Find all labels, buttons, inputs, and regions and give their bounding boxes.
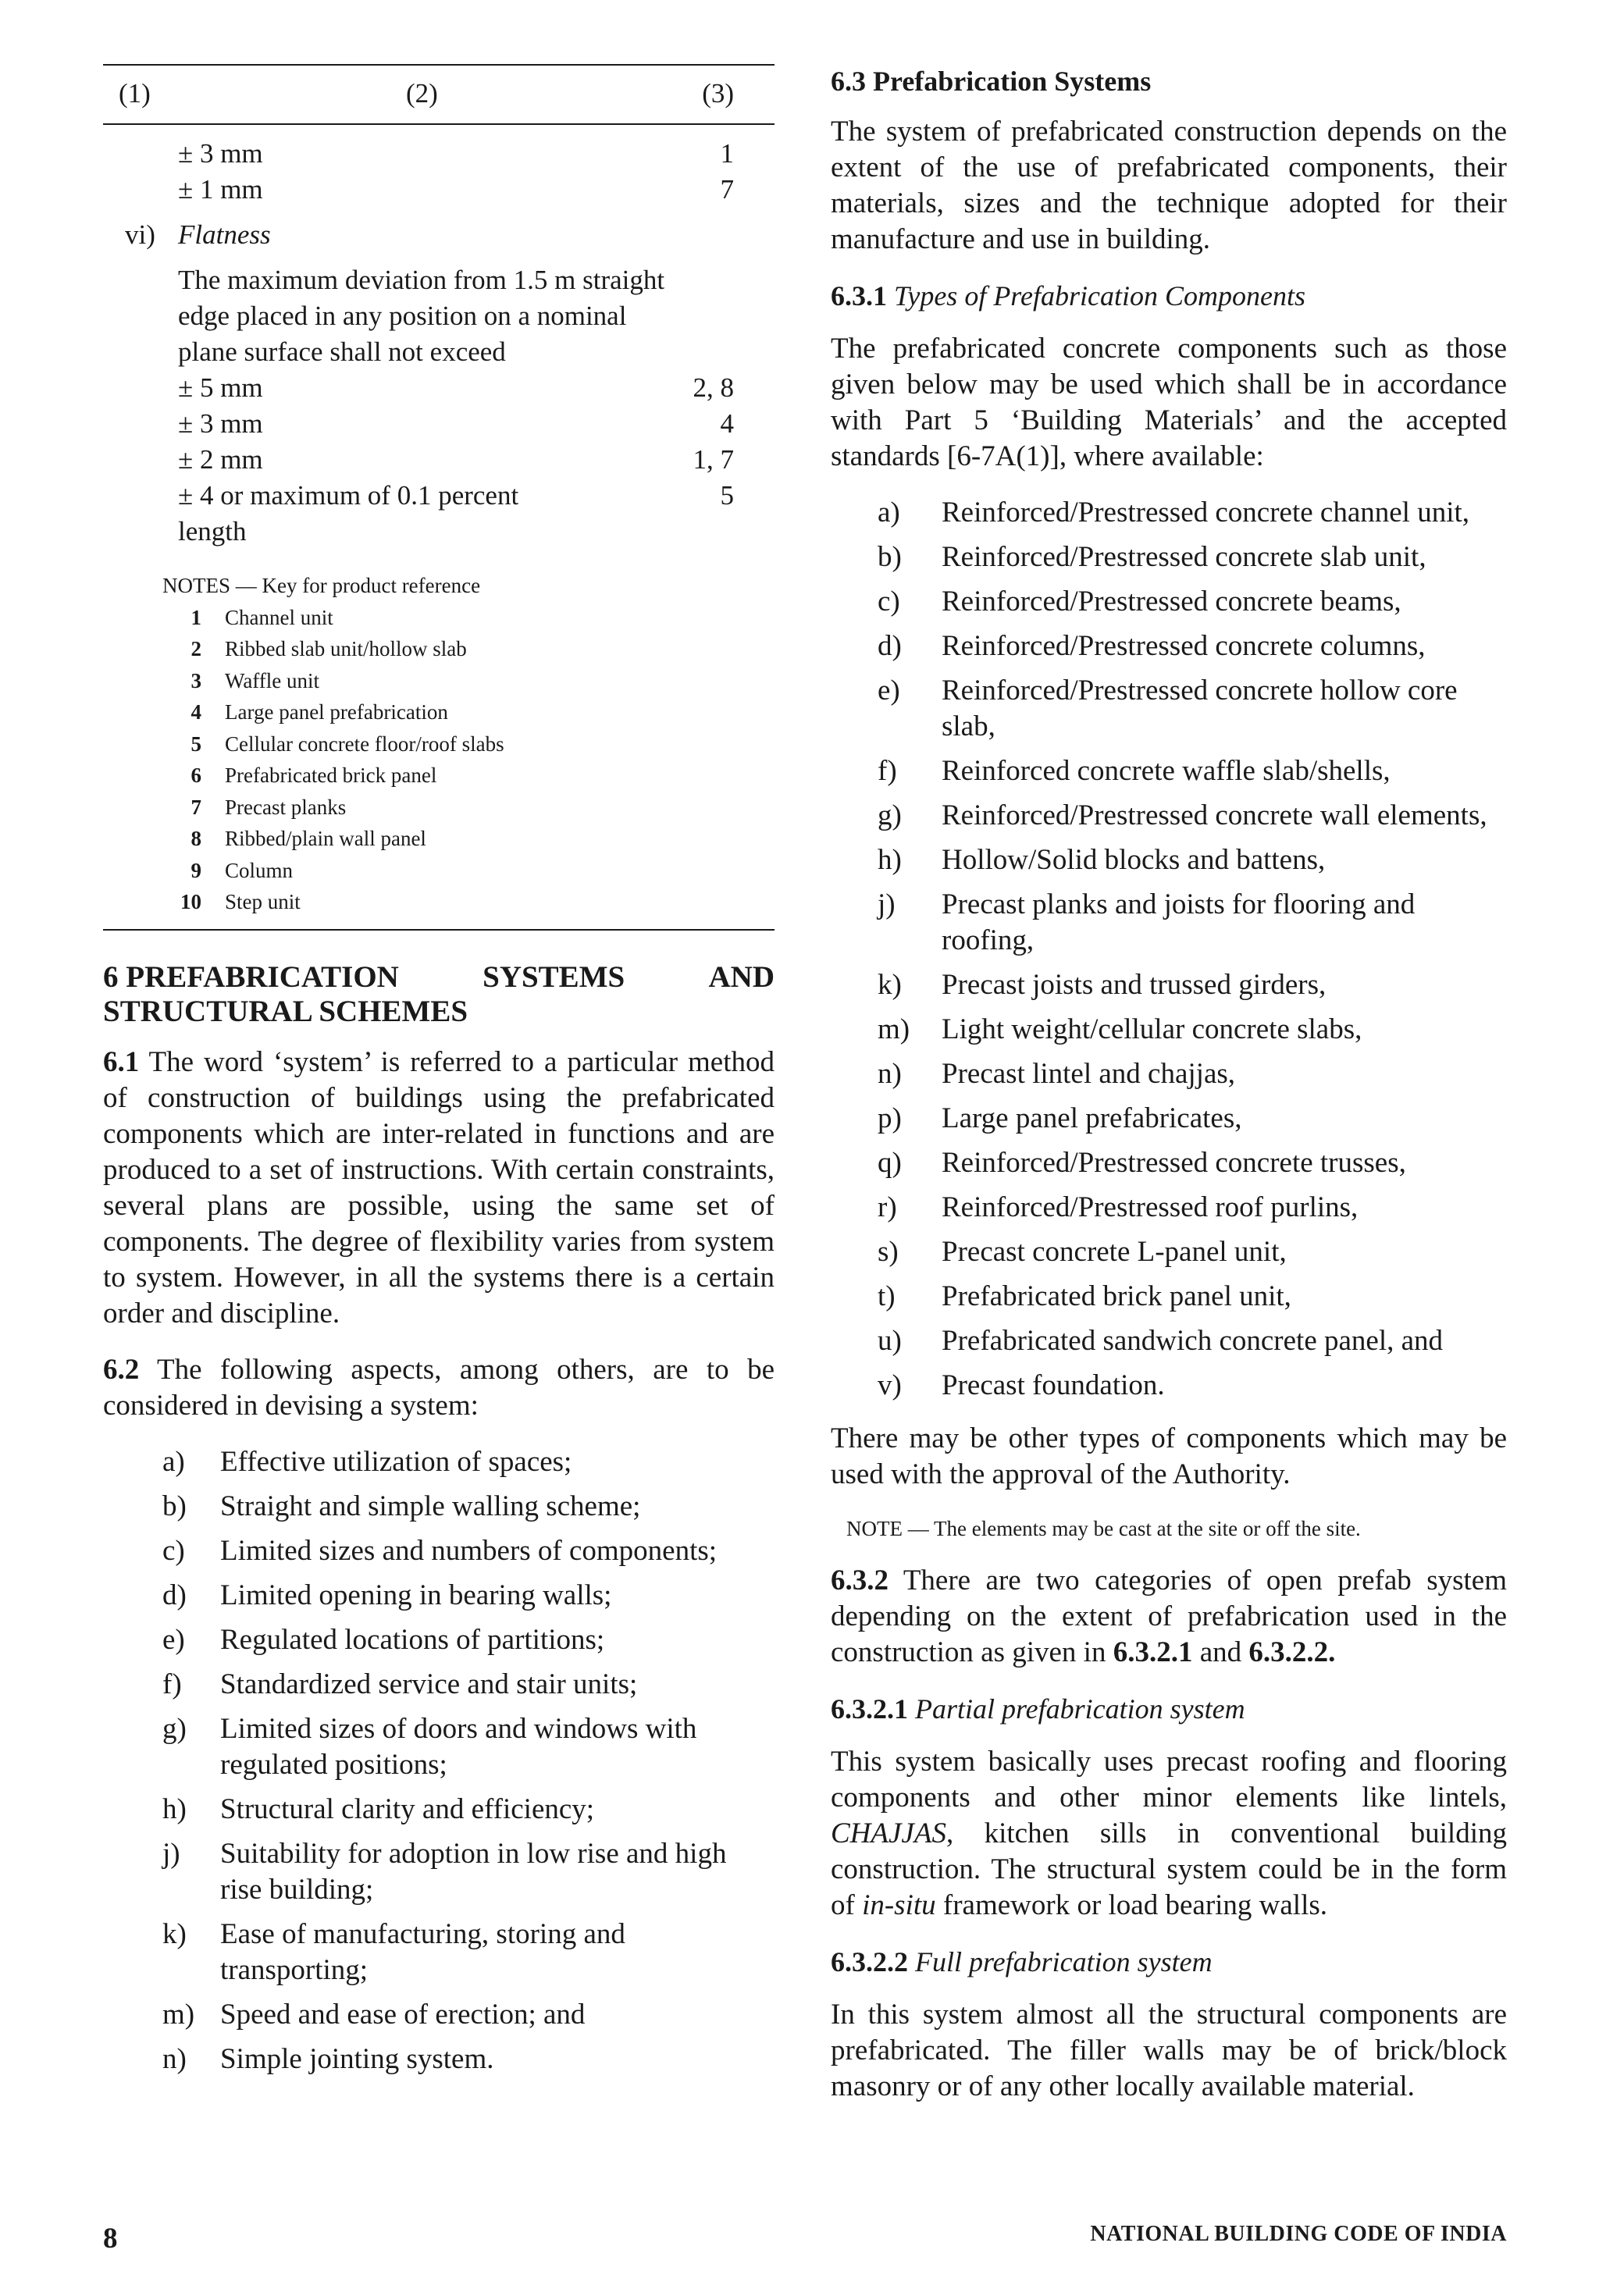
table-row bbox=[103, 514, 775, 550]
components-list bbox=[831, 495, 1507, 1404]
product-ref: 4 bbox=[720, 408, 734, 439]
note-item: 1 Channel unit bbox=[191, 605, 333, 629]
tolerance-value: ± 3 mm bbox=[178, 138, 263, 169]
right-column bbox=[831, 64, 1507, 2125]
paragraph-other-components: There may be other types of components which may be used with the approval of the Authority. bbox=[831, 1422, 1507, 1490]
page-number: 8 bbox=[103, 2223, 118, 2255]
note-item: 4 Large panel prefabrication bbox=[191, 700, 448, 724]
table-col-1-header: (1) bbox=[119, 78, 151, 109]
table-row bbox=[103, 478, 775, 514]
table-row bbox=[103, 370, 775, 406]
section-6-3-heading: 6.3 Prefabrication Systems bbox=[831, 66, 1152, 97]
list-item: g) Limited sizes of doors and windows with regulated positions; bbox=[162, 1712, 697, 1781]
tolerance-value: ± 2 mm bbox=[178, 444, 263, 475]
flatness-title: Flatness bbox=[178, 219, 271, 250]
table-col-2-header: (2) bbox=[406, 78, 438, 109]
list-item: k) Ease of manufacturing, storing and transporting; bbox=[162, 1917, 625, 1986]
paragraph-6-3: The system of prefabricated construction depends on the extent of the use of prefabricated components, their materials, sizes and the technique adopted for their manufacture and use in building. bbox=[831, 116, 1507, 255]
product-ref: 7 bbox=[720, 174, 734, 205]
heading-6-3-2-2: 6.3.2.2 Full prefabrication system bbox=[831, 1946, 1213, 1977]
product-ref: 2, 8 bbox=[693, 372, 734, 403]
list-item: e) Regulated locations of partitions; bbox=[162, 1623, 605, 1656]
product-ref: 1, 7 bbox=[693, 444, 734, 475]
paragraph-6-3-2-2: In this system almost all the structural components are prefabricated. The filler walls may be of brick/block masonry or of any other locally available material. bbox=[831, 1999, 1507, 2102]
list-item: b) Reinforced/Prestressed concrete slab unit, bbox=[878, 541, 1426, 573]
left-column bbox=[103, 64, 775, 2095]
system-aspects-list bbox=[103, 1444, 775, 2077]
list-item: j) Suitability for adoption in low rise and high rise building; bbox=[162, 1837, 727, 1906]
list-item: k) Precast joists and trussed girders, bbox=[878, 969, 1327, 1001]
list-item: h) Hollow/Solid blocks and battens, bbox=[878, 844, 1326, 876]
heading-6-3-2-1: 6.3.2.1 Partial prefabrication system bbox=[831, 1693, 1245, 1725]
list-item: b) Straight and simple walling scheme; bbox=[162, 1490, 641, 1522]
tolerance-value: ± 1 mm bbox=[178, 174, 263, 205]
list-item: t) Prefabricated brick panel unit, bbox=[878, 1280, 1291, 1312]
flatness-row bbox=[103, 217, 775, 253]
tolerance-value: ± 3 mm bbox=[178, 408, 263, 439]
product-ref: 1 bbox=[720, 138, 734, 169]
table-header bbox=[103, 64, 775, 125]
paragraph-6-3-2-1: This system basically uses precast roofing and flooring components and other minor elements like lintels, CHAJJAS, kitchen sills in conventional building construction. The structural system could be in the form of in-situ framework or load bearing walls. bbox=[831, 1746, 1507, 1921]
product-ref: 5 bbox=[720, 480, 734, 511]
paragraph-6-3-1: The prefabricated concrete components such as those given below may be used which shall be in accordance with Part 5 ‘Building Materials’ and the accepted standards [6-7A(1)], where available: bbox=[831, 333, 1507, 472]
list-item: f) Standardized service and stair units; bbox=[162, 1668, 638, 1700]
note-item: 3 Waffle unit bbox=[191, 668, 320, 692]
list-item: u) Prefabricated sandwich concrete panel, and bbox=[878, 1325, 1444, 1357]
note-item: 10 Step unit bbox=[180, 890, 301, 913]
note-item: 6 Prefabricated brick panel bbox=[191, 764, 437, 787]
note-item: 2 Ribbed slab unit/hollow slab bbox=[191, 637, 467, 660]
list-item: s) Precast concrete L-panel unit, bbox=[878, 1236, 1287, 1268]
list-item: n) Simple jointing system. bbox=[162, 2042, 494, 2075]
notes-heading: NOTES — Key for product reference bbox=[162, 574, 481, 597]
paragraph-6-3-2: 6.3.2 There are two categories of open prefab system depending on the extent of prefabrication used in the construction as given in 6.3.2.1 and 6.3.2.2. bbox=[831, 1564, 1507, 1668]
tolerance-value: ± 4 or maximum of 0.1 percent bbox=[178, 480, 519, 511]
list-item: m) Speed and ease of erection; and bbox=[162, 1998, 586, 2031]
list-item: c) Limited sizes and numbers of components; bbox=[162, 1534, 718, 1567]
note-item: 8 Ribbed/plain wall panel bbox=[191, 827, 426, 850]
list-item: v) Precast foundation. bbox=[878, 1369, 1165, 1401]
table-notes bbox=[103, 570, 775, 931]
table-col-3-header: (3) bbox=[702, 78, 734, 109]
note-site-casting: NOTE — The elements may be cast at the site or off the site. bbox=[846, 1517, 1361, 1540]
list-item: q) Reinforced/Prestressed concrete trusses, bbox=[878, 1147, 1406, 1179]
table-row bbox=[103, 172, 775, 208]
list-item: n) Precast lintel and chajjas, bbox=[878, 1058, 1236, 1090]
section-6-heading: 6 PREFABRICATION SYSTEMS AND STRUCTURAL SCHEMES bbox=[103, 959, 775, 1028]
list-item: j) Precast planks and joists for flooring and roofing, bbox=[878, 888, 1416, 956]
list-item: c) Reinforced/Prestressed concrete beams, bbox=[878, 586, 1401, 618]
table-row bbox=[103, 406, 775, 442]
list-item: d) Limited opening in bearing walls; bbox=[162, 1579, 612, 1611]
paragraph-6-2: 6.2 The following aspects, among others, are to be considered in devising a system: bbox=[103, 1353, 775, 1422]
tolerance-continuation: length bbox=[178, 516, 247, 546]
heading-6-3-1: 6.3.1 Types of Prefabrication Components bbox=[831, 280, 1305, 311]
row-number: vi) bbox=[125, 219, 155, 250]
list-item: e) Reinforced/Prestressed concrete hollow core slab, bbox=[878, 675, 1458, 742]
publication-name: NATIONAL BUILDING CODE OF INDIA bbox=[1090, 2222, 1507, 2246]
list-item: a) Effective utilization of spaces; bbox=[162, 1445, 572, 1478]
list-item: r) Reinforced/Prestressed roof purlins, bbox=[878, 1191, 1359, 1223]
list-item: p) Large panel prefabricates, bbox=[878, 1102, 1242, 1134]
list-item: a) Reinforced/Prestressed concrete channel unit, bbox=[878, 497, 1470, 529]
list-item: d) Reinforced/Prestressed concrete columns, bbox=[878, 630, 1426, 662]
list-item: h) Structural clarity and efficiency; bbox=[162, 1792, 595, 1825]
list-item: g) Reinforced/Prestressed concrete wall elements, bbox=[878, 799, 1487, 831]
paragraph-6-1: 6.1 The word ‘system’ is referred to a particular method of construction of buildings using the prefabricated components which are inter-related in functions and are produced to a set of instructions. With certain constraints, several plans are possible, using the same set of components. The degree of flexibility varies from system to system. However, in all the systems there is a certain order and discipline. bbox=[103, 1045, 775, 1330]
table-row bbox=[103, 442, 775, 478]
note-item: 9 Column bbox=[191, 858, 294, 882]
table-row bbox=[103, 136, 775, 172]
note-item: 7 Precast planks bbox=[191, 795, 347, 819]
flatness-description: The maximum deviation from 1.5 m straight edge placed in any position on a nominal plane surface shall not exceed bbox=[178, 265, 665, 367]
note-item: 5 Cellular concrete floor/roof slabs bbox=[191, 732, 504, 756]
tolerance-value: ± 5 mm bbox=[178, 372, 263, 403]
list-item: m) Light weight/cellular concrete slabs, bbox=[878, 1013, 1362, 1045]
list-item: f) Reinforced concrete waffle slab/shells, bbox=[878, 755, 1391, 787]
